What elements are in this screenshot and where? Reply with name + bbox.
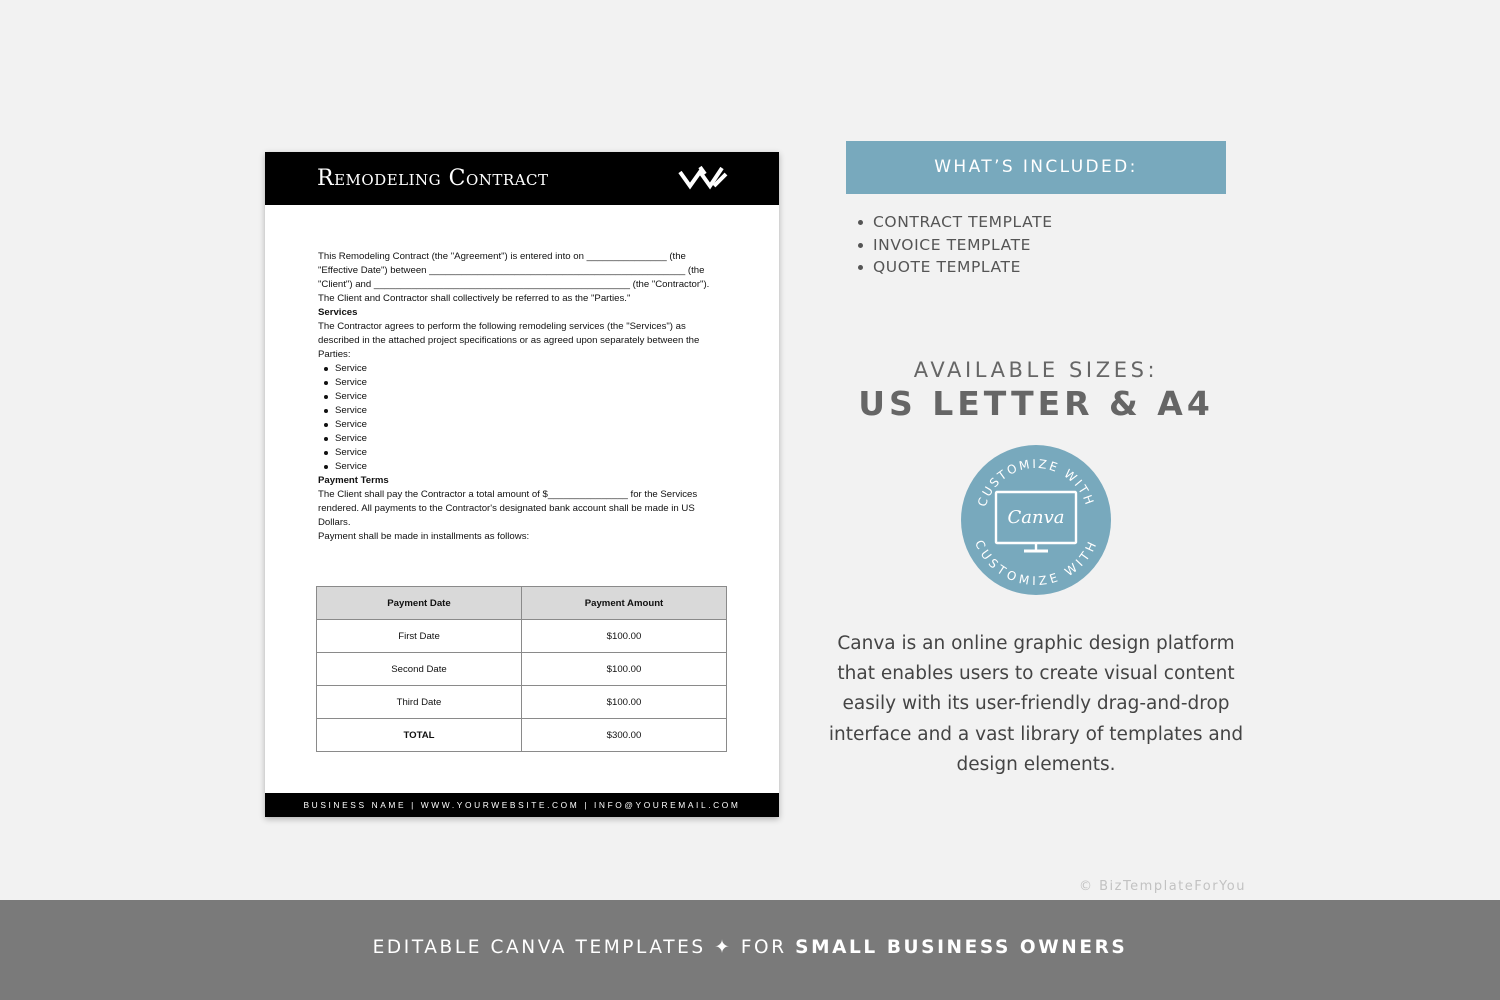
included-banner: WHAT’S INCLUDED: — [846, 141, 1226, 194]
tagline — [0, 937, 1500, 958]
column-header: Payment Amount — [522, 587, 727, 620]
list-item: Service — [324, 460, 728, 474]
payment-heading: Payment Terms — [318, 475, 389, 486]
list-item: Service — [324, 418, 728, 432]
services-paragraph: The Contractor agrees to perform the following remodeling services (the "Services") as described in the attached project specifications or as agreed upon separately between the Parties: — [318, 321, 700, 360]
tagline-part-1: EDITABLE CANVA TEMPLATES — [372, 937, 706, 958]
table-cell: TOTAL — [317, 719, 522, 752]
list-item: Service — [324, 404, 728, 418]
logo-icon — [678, 164, 728, 192]
list-item: Service — [324, 390, 728, 404]
table-cell: Third Date — [317, 686, 522, 719]
document-title: Remodeling Contract — [317, 166, 549, 191]
document-preview — [265, 152, 779, 817]
table-row — [317, 620, 727, 653]
document-header — [265, 152, 779, 205]
installments-paragraph: Payment shall be made in installments as follows: — [318, 531, 530, 542]
bottom-band — [0, 900, 1500, 1000]
copyright-text: © BizTemplateForYou — [1078, 879, 1246, 894]
badge-bottom-text: CUSTOMIZE WITH — [972, 537, 1100, 588]
payment-paragraph: The Client shall pay the Contractor a total amount of $_______________ for the Services rendered. All payments to the Contractor's designated bank account shall be made in US Dollars. — [318, 489, 698, 528]
table-cell: $100.00 — [522, 620, 727, 653]
column-header: Payment Date — [317, 587, 522, 620]
payment-table — [316, 586, 727, 752]
services-list — [324, 362, 728, 474]
table-cell: Second Date — [317, 653, 522, 686]
list-item: Service — [324, 376, 728, 390]
tagline-part-3: SMALL BUSINESS OWNERS — [795, 937, 1128, 958]
list-item: Service — [324, 362, 728, 376]
services-heading: Services — [318, 307, 358, 318]
document-footer: BUSINESS NAME | WWW.YOURWEBSITE.COM | INFO@YOUREMAIL.COM — [265, 793, 779, 817]
list-item: Service — [324, 432, 728, 446]
included-list — [856, 211, 1053, 279]
table-cell: $100.00 — [522, 686, 727, 719]
table-header-row — [317, 587, 727, 620]
intro-paragraph: This Remodeling Contract (the "Agreement") is entered into on _______________ (the "Effective Date") between ________________________________________________ (the "Client") and ________________________________________________ (the "Contractor"). The Client and Contractor shall collectively be referred to as the "Parties." — [318, 251, 710, 304]
table-cell: First Date — [317, 620, 522, 653]
canva-wordmark: Canva — [1007, 507, 1065, 528]
list-item: Service — [324, 446, 728, 460]
canva-description: Canva is an online graphic design platform that enables users to create visual content easily with its user-friendly drag-and-drop interface and a vast library of templates and design elements. — [828, 633, 1244, 775]
canva-badge — [960, 444, 1112, 596]
sizes-value: US LETTER & A4 — [858, 384, 1214, 423]
table-row — [317, 653, 727, 686]
table-row — [317, 719, 727, 752]
tagline-part-2: FOR — [740, 937, 787, 958]
list-item: CONTRACT TEMPLATE — [856, 211, 1053, 234]
table-cell: $300.00 — [522, 719, 727, 752]
document-body — [318, 250, 728, 544]
list-item: QUOTE TEMPLATE — [856, 256, 1053, 279]
sizes-label: AVAILABLE SIZES: — [913, 358, 1159, 382]
list-item: INVOICE TEMPLATE — [856, 234, 1053, 257]
table-row — [317, 686, 727, 719]
table-cell: $100.00 — [522, 653, 727, 686]
sparkle-icon: ✦ — [714, 937, 733, 958]
badge-top-text: CUSTOMIZE WITH — [974, 456, 1098, 509]
